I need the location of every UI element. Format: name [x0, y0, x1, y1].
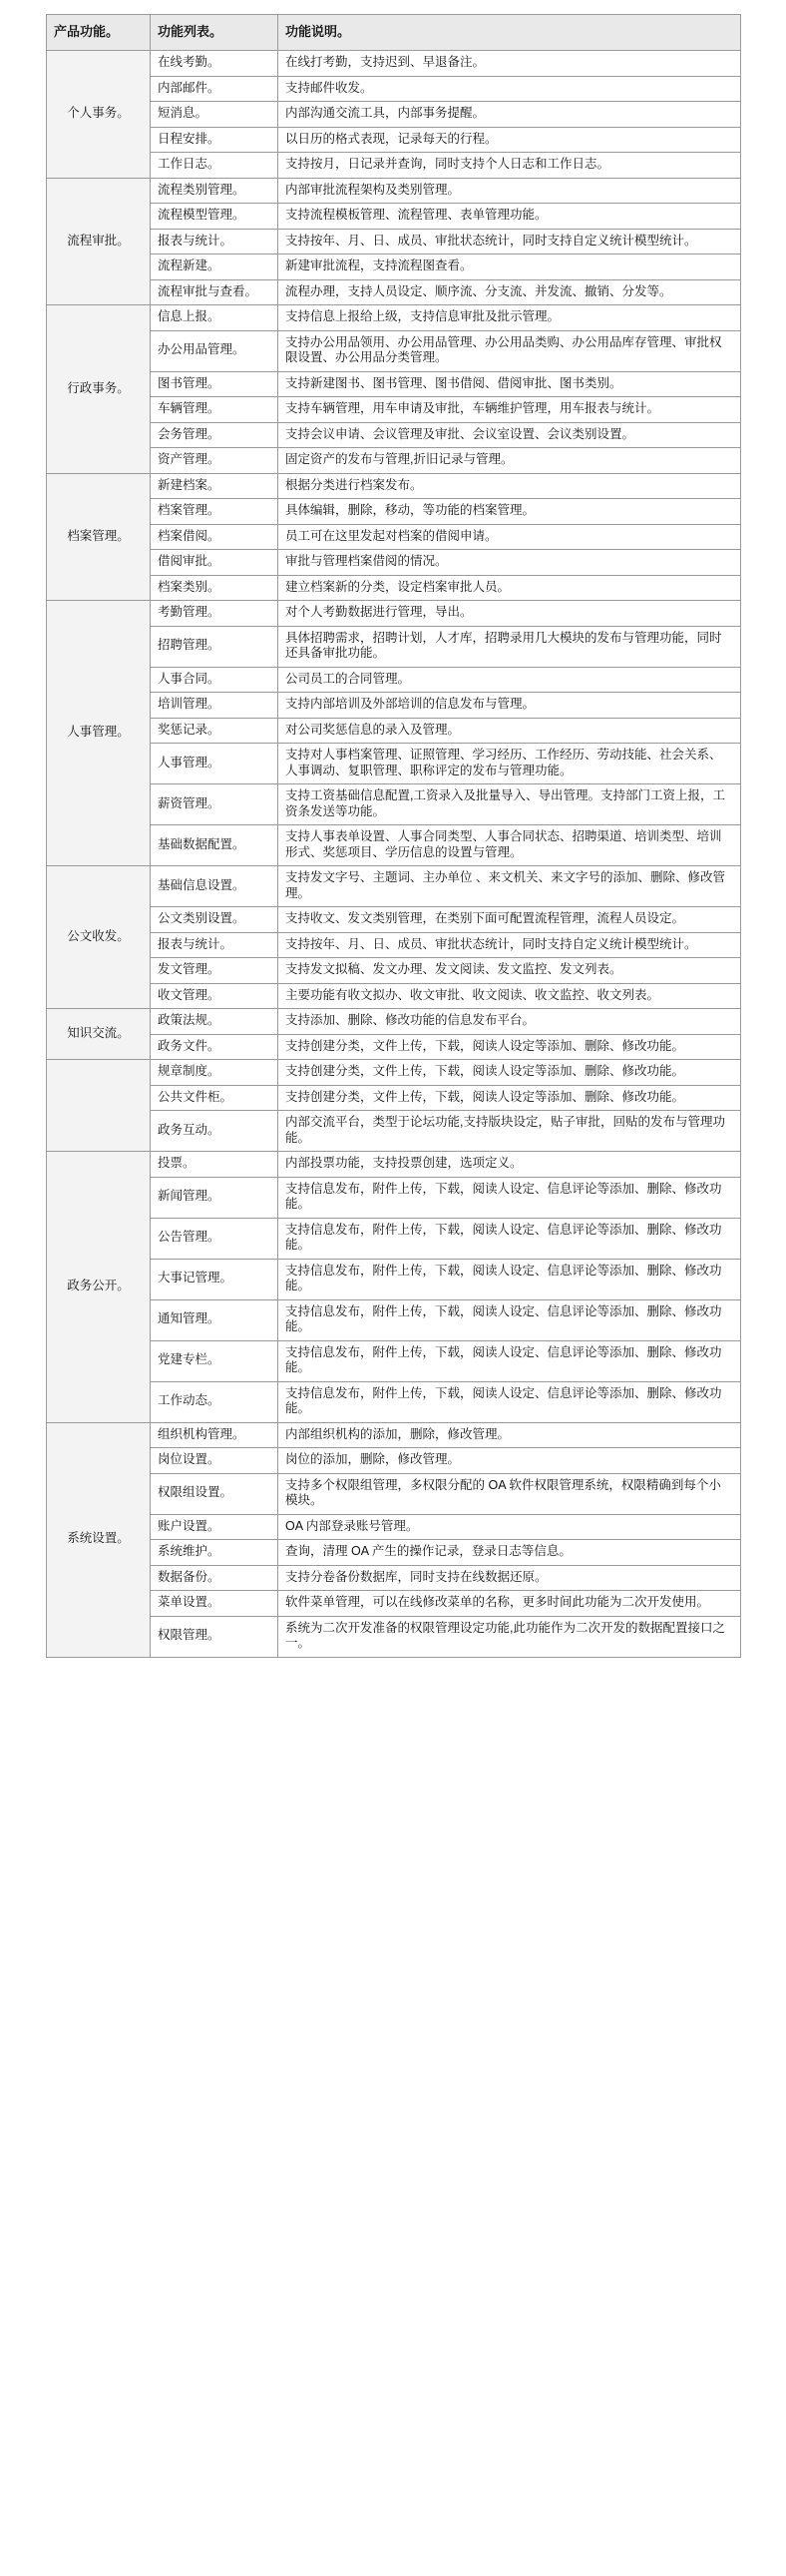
- description-cell: 支持信息发布，附件上传，下载，阅读人设定、信息评论等添加、删除、修改功能。: [278, 1340, 741, 1381]
- feature-cell: 信息上报。: [151, 305, 278, 331]
- group-cell: 系统设置。: [47, 1422, 151, 1657]
- feature-cell: 政策法规。: [151, 1009, 278, 1035]
- table-row: [47, 667, 741, 693]
- description-cell: 对个人考勤数据进行管理，导出。: [278, 601, 741, 627]
- description-cell: 内部审批流程架构及类别管理。: [278, 178, 741, 204]
- description-cell: 软件菜单管理，可以在线修改菜单的名称，更多时间此功能为二次开发使用。: [278, 1591, 741, 1617]
- description-cell: OA 内部登录账号管理。: [278, 1514, 741, 1540]
- feature-cell: 薪资管理。: [151, 784, 278, 825]
- group-cell: 知识交流。: [47, 1009, 151, 1060]
- feature-cell: 资产管理。: [151, 448, 278, 474]
- table-row: [47, 1259, 741, 1299]
- table-row: [47, 983, 741, 1009]
- description-cell: 支持工资基础信息配置,工资录入及批量导入、导出管理。支持部门工资上报，工资条发送等功能。: [278, 784, 741, 825]
- description-cell: 支持按年、月、日、成员、审批状态统计，同时支持自定义统计模型统计。: [278, 229, 741, 255]
- feature-cell: 党建专栏。: [151, 1340, 278, 1381]
- feature-cell: 培训管理。: [151, 693, 278, 719]
- table-row: [47, 626, 741, 667]
- description-cell: 支持流程模板管理、流程管理、表单管理功能。: [278, 204, 741, 230]
- feature-cell: 政务互动。: [151, 1111, 278, 1152]
- feature-cell: 流程审批与查看。: [151, 279, 278, 305]
- table-row: [47, 601, 741, 627]
- description-cell: 在线打考勤，支持迟到、早退备注。: [278, 51, 741, 77]
- table-row: [47, 866, 741, 907]
- table-row: [47, 1340, 741, 1381]
- feature-cell: 公共文件柜。: [151, 1085, 278, 1111]
- table-body: [47, 51, 741, 1658]
- table-row: [47, 1422, 741, 1448]
- table-header: [47, 15, 741, 51]
- description-cell: 支持创建分类，文件上传，下载，阅读人设定等添加、删除、修改功能。: [278, 1085, 741, 1111]
- description-cell: 支持多个权限组管理，多权限分配的 OA 软件权限管理系统，权限精确到每个小模块。: [278, 1473, 741, 1514]
- table-row: [47, 718, 741, 744]
- description-cell: 对公司奖惩信息的录入及管理。: [278, 718, 741, 744]
- table-row: [47, 1473, 741, 1514]
- table-row: [47, 204, 741, 230]
- table-row: [47, 153, 741, 179]
- table-row: [47, 524, 741, 550]
- description-cell: 公司员工的合同管理。: [278, 667, 741, 693]
- table-row: [47, 1111, 741, 1152]
- group-cell: 个人事务。: [47, 51, 151, 179]
- feature-cell: 公文类别设置。: [151, 907, 278, 933]
- table-row: [47, 422, 741, 448]
- table-row: [47, 1152, 741, 1178]
- description-cell: 支持信息发布，附件上传，下载，阅读人设定、信息评论等添加、删除、修改功能。: [278, 1299, 741, 1340]
- feature-cell: 日程安排。: [151, 127, 278, 153]
- table-row: [47, 1448, 741, 1474]
- description-cell: 固定资产的发布与管理,折旧记录与管理。: [278, 448, 741, 474]
- feature-cell: 岗位设置。: [151, 1448, 278, 1474]
- feature-cell: 考勤管理。: [151, 601, 278, 627]
- description-cell: 支持分卷备份数据库，同时支持在线数据还原。: [278, 1565, 741, 1591]
- header-cell-function-list: 功能列表。: [151, 15, 278, 51]
- table-row: [47, 1085, 741, 1111]
- group-cell: 公文收发。: [47, 866, 151, 1009]
- group-cell: 政务公开。: [47, 1152, 151, 1423]
- feature-cell: 办公用品管理。: [151, 330, 278, 371]
- table-header-row: [47, 15, 741, 51]
- feature-cell: 流程模型管理。: [151, 204, 278, 230]
- feature-cell: 组织机构管理。: [151, 1422, 278, 1448]
- feature-cell: 新建档案。: [151, 473, 278, 499]
- description-cell: 内部投票功能，支持投票创建，选项定义。: [278, 1152, 741, 1178]
- feature-cell: 招聘管理。: [151, 626, 278, 667]
- feature-cell: 基础数据配置。: [151, 825, 278, 866]
- feature-cell: 人事合同。: [151, 667, 278, 693]
- table-row: [47, 76, 741, 102]
- description-cell: 岗位的添加，删除，修改管理。: [278, 1448, 741, 1474]
- table-row: [47, 550, 741, 576]
- feature-cell: 公告管理。: [151, 1218, 278, 1259]
- description-cell: 支持信息发布，附件上传，下载，阅读人设定、信息评论等添加、删除、修改功能。: [278, 1381, 741, 1422]
- description-cell: 支持办公用品领用、办公用品管理、办公用品类购、办公用品库存管理、审批权限设置、办公用品分类管理。: [278, 330, 741, 371]
- feature-cell: 档案类别。: [151, 575, 278, 601]
- table-row: [47, 448, 741, 474]
- table-row: [47, 1299, 741, 1340]
- description-cell: 新建审批流程，支持流程图查看。: [278, 255, 741, 280]
- feature-cell: 流程新建。: [151, 255, 278, 280]
- feature-cell: 流程类别管理。: [151, 178, 278, 204]
- description-cell: 支持人事表单设置、人事合同类型、人事合同状态、招聘渠道、培训类型、培训形式、奖惩项目、学历信息的设置与管理。: [278, 825, 741, 866]
- feature-cell: 新闻管理。: [151, 1177, 278, 1218]
- feature-cell: 内部邮件。: [151, 76, 278, 102]
- description-cell: 支持对人事档案管理、证照管理、学习经历、工作经历、劳动技能、社会关系、人事调动、复职管理、职称评定的发布与管理功能。: [278, 744, 741, 784]
- description-cell: 具体编辑，删除，移动，等功能的档案管理。: [278, 499, 741, 525]
- description-cell: 查询，清理 OA 产生的操作记录，登录日志等信息。: [278, 1540, 741, 1566]
- description-cell: 支持发文拟稿、发文办理、发文阅读、发文监控、发文列表。: [278, 958, 741, 984]
- feature-cell: 工作动态。: [151, 1381, 278, 1422]
- group-cell: 人事管理。: [47, 601, 151, 866]
- feature-cell: 基础信息设置。: [151, 866, 278, 907]
- description-cell: 支持信息发布，附件上传，下载，阅读人设定、信息评论等添加、删除、修改功能。: [278, 1177, 741, 1218]
- table-row: [47, 932, 741, 958]
- table-row: [47, 279, 741, 305]
- feature-cell: 投票。: [151, 1152, 278, 1178]
- group-cell: [47, 1060, 151, 1152]
- feature-cell: 借阅审批。: [151, 550, 278, 576]
- table-row: [47, 330, 741, 371]
- feature-cell: 通知管理。: [151, 1299, 278, 1340]
- description-cell: 主要功能有收文拟办、收文审批、收文阅读、收文监控、收文列表。: [278, 983, 741, 1009]
- table-row: [47, 305, 741, 331]
- feature-cell: 政务文件。: [151, 1034, 278, 1060]
- feature-cell: 人事管理。: [151, 744, 278, 784]
- table-row: [47, 1616, 741, 1657]
- description-cell: 员工可在这里发起对档案的借阅申请。: [278, 524, 741, 550]
- table-row: [47, 1514, 741, 1540]
- table-row: [47, 127, 741, 153]
- feature-cell: 档案借阅。: [151, 524, 278, 550]
- feature-cell: 规章制度。: [151, 1060, 278, 1086]
- description-cell: 支持创建分类，文件上传，下载，阅读人设定等添加、删除、修改功能。: [278, 1034, 741, 1060]
- table-row: [47, 1009, 741, 1035]
- table-row: [47, 371, 741, 397]
- description-cell: 内部沟通交流工具，内部事务提醒。: [278, 102, 741, 128]
- table-row: [47, 1591, 741, 1617]
- header-cell-product-function: 产品功能。: [47, 15, 151, 51]
- description-cell: 内部交流平台，类型于论坛功能,支持版块设定，贴子审批，回贴的发布与管理功能。: [278, 1111, 741, 1152]
- table-row: [47, 1565, 741, 1591]
- feature-cell: 系统维护。: [151, 1540, 278, 1566]
- table-row: [47, 255, 741, 280]
- description-cell: 具体招聘需求，招聘计划，人才库，招聘录用几大模块的发布与管理功能，同时还具备审批功能。: [278, 626, 741, 667]
- table-row: [47, 825, 741, 866]
- description-cell: 根据分类进行档案发布。: [278, 473, 741, 499]
- feature-cell: 账户设置。: [151, 1514, 278, 1540]
- table-row: [47, 575, 741, 601]
- description-cell: 流程办理，支持人员设定、顺序流、分支流、并发流、撤销、分发等。: [278, 279, 741, 305]
- table-row: [47, 1540, 741, 1566]
- description-cell: 支持内部培训及外部培训的信息发布与管理。: [278, 693, 741, 719]
- feature-cell: 图书管理。: [151, 371, 278, 397]
- table-row: [47, 102, 741, 128]
- description-cell: 支持信息上报给上级，支持信息审批及批示管理。: [278, 305, 741, 331]
- description-cell: 内部组织机构的添加，删除，修改管理。: [278, 1422, 741, 1448]
- header-cell-function-description: 功能说明。: [278, 15, 741, 51]
- feature-cell: 权限组设置。: [151, 1473, 278, 1514]
- table-row: [47, 499, 741, 525]
- table-row: [47, 1177, 741, 1218]
- description-cell: 建立档案新的分类，设定档案审批人员。: [278, 575, 741, 601]
- description-cell: 支持信息发布，附件上传，下载，阅读人设定、信息评论等添加、删除、修改功能。: [278, 1259, 741, 1299]
- table-row: [47, 1381, 741, 1422]
- table-row: [47, 1218, 741, 1259]
- description-cell: 支持车辆管理，用车申请及审批，车辆维护管理，用车报表与统计。: [278, 397, 741, 423]
- description-cell: 系统为二次开发准备的权限管理设定功能,此功能作为二次开发的数据配置接口之一。: [278, 1616, 741, 1657]
- description-cell: 支持邮件收发。: [278, 76, 741, 102]
- description-cell: 支持添加、删除、修改功能的信息发布平台。: [278, 1009, 741, 1035]
- feature-cell: 短消息。: [151, 102, 278, 128]
- table-row: [47, 1060, 741, 1086]
- feature-cell: 报表与统计。: [151, 229, 278, 255]
- feature-cell: 报表与统计。: [151, 932, 278, 958]
- description-cell: 支持信息发布，附件上传，下载，阅读人设定、信息评论等添加、删除、修改功能。: [278, 1218, 741, 1259]
- product-function-table: [46, 14, 741, 1658]
- description-cell: 支持发文字号、主题词、主办单位 、来文机关、来文字号的添加、删除、修改管理。: [278, 866, 741, 907]
- table-row: [47, 397, 741, 423]
- feature-cell: 发文管理。: [151, 958, 278, 984]
- table-row: [47, 51, 741, 77]
- table-row: [47, 178, 741, 204]
- table-row: [47, 907, 741, 933]
- description-cell: 支持新建图书、图书管理、图书借阅、借阅审批、图书类别。: [278, 371, 741, 397]
- group-cell: 流程审批。: [47, 178, 151, 305]
- group-cell: 档案管理。: [47, 473, 151, 601]
- group-cell: 行政事务。: [47, 305, 151, 474]
- feature-cell: 大事记管理。: [151, 1259, 278, 1299]
- feature-cell: 在线考勤。: [151, 51, 278, 77]
- table-row: [47, 744, 741, 784]
- table-row: [47, 958, 741, 984]
- feature-cell: 权限管理。: [151, 1616, 278, 1657]
- table-row: [47, 1034, 741, 1060]
- description-cell: 支持按年、月、日、成员、审批状态统计，同时支持自定义统计模型统计。: [278, 932, 741, 958]
- description-cell: 支持会议申请、会议管理及审批、会议室设置、会议类别设置。: [278, 422, 741, 448]
- table-row: [47, 473, 741, 499]
- description-cell: 支持创建分类，文件上传，下载，阅读人设定等添加、删除、修改功能。: [278, 1060, 741, 1086]
- feature-cell: 车辆管理。: [151, 397, 278, 423]
- table-row: [47, 693, 741, 719]
- description-cell: 以日历的格式表现，记录每天的行程。: [278, 127, 741, 153]
- description-cell: 支持按月，日记录并查询，同时支持个人日志和工作日志。: [278, 153, 741, 179]
- feature-cell: 档案管理。: [151, 499, 278, 525]
- feature-cell: 会务管理。: [151, 422, 278, 448]
- feature-cell: 数据备份。: [151, 1565, 278, 1591]
- table-row: [47, 784, 741, 825]
- feature-cell: 收文管理。: [151, 983, 278, 1009]
- feature-cell: 菜单设置。: [151, 1591, 278, 1617]
- description-cell: 审批与管理档案借阅的情况。: [278, 550, 741, 576]
- feature-cell: 奖惩记录。: [151, 718, 278, 744]
- table-row: [47, 229, 741, 255]
- feature-cell: 工作日志。: [151, 153, 278, 179]
- description-cell: 支持收文、发文类别管理，在类别下面可配置流程管理，流程人员设定。: [278, 907, 741, 933]
